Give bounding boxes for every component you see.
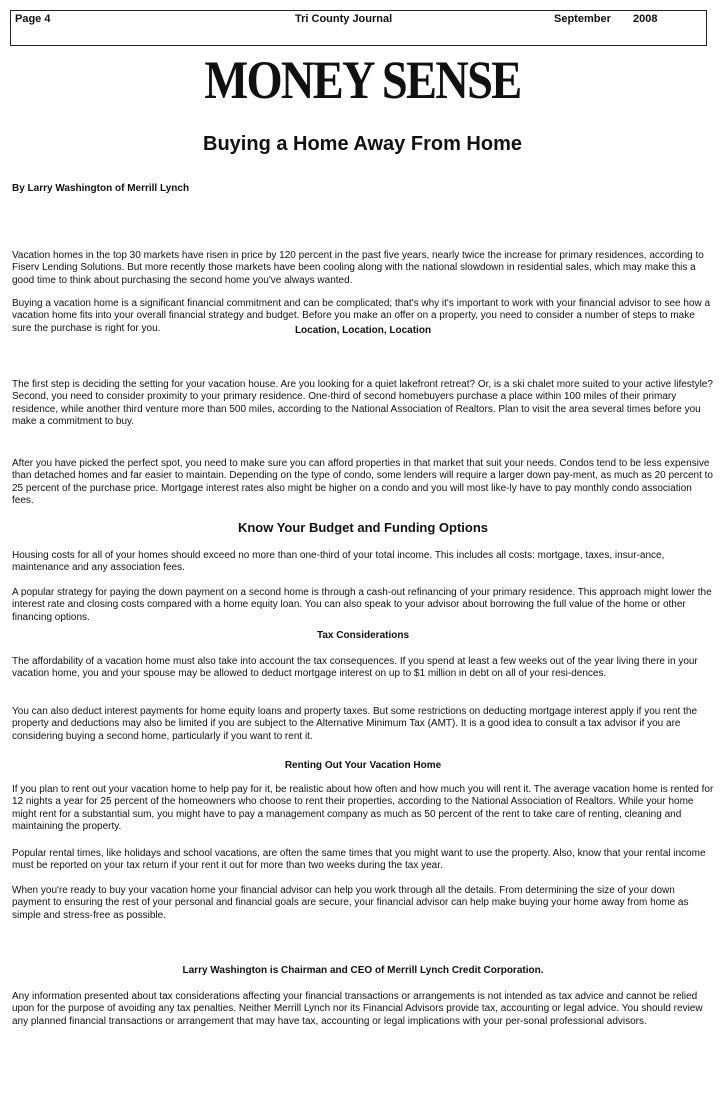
author-note: Larry Washington is Chairman and CEO of Merrill Lynch Credit Corporation.	[182, 965, 544, 976]
paragraph: A popular strategy for paying the down payment on a second home is through a cash-out refinancing of your primary residence. This approach might lower the interest rate and closing costs compared with a home equity loan. You can also speak to your advisor about borrowing the full value of the home or other financing options.	[12, 587, 712, 623]
paragraph: Popular rental times, like holidays and school vacations, are often the same times that you might want to use the property. Also, know that your rental income must be reported on your tax return if your rent it out for more than two weeks during the tax year.	[12, 848, 706, 872]
page-number: Page 4	[15, 13, 51, 25]
paragraph: The affordability of a vacation home must also take into account the tax consequences. If you spend at least a few weeks out of the year living there in your vacation home, you and your spouse may be allowed to deduct mortgage interest on up to $1 million in debt on all of your resi-dences.	[12, 656, 698, 680]
paragraph: If you plan to rent out your vacation home to help pay for it, be realistic about how often and how much you will rent it. The average vacation home is rented for 12 nights a year for 25 percent of the homeowners who choose to rent their properties, according to the National Association of Realtors. While your home might rent for a substantial sum, you might have to pay a management company as much as 50 percent of the rent to take care of renting, cleaning and maintaining the property.	[12, 784, 714, 832]
issue-year: 2008	[633, 13, 658, 25]
article-byline: By Larry Washington of Merrill Lynch	[12, 183, 190, 194]
subheading-budget: Know Your Budget and Funding Options	[237, 520, 489, 535]
paragraph: After you have picked the perfect spot, you need to make sure you can afford properties in that market that suit your needs. Condos tend to be less expensive than detached homes and far easier to maintain. Depending on the type of condo, some lenders will require a larger down pay-ment, as much as 20 percent to 25 percent of the purchase price. Mortgage interest rates also might be higher on a condo and you will most like-ly have to pay monthly condo association fees.	[12, 458, 713, 506]
section-masthead: MONEY SENSE	[204, 50, 521, 110]
article-headline: Buying a Home Away From Home	[203, 133, 522, 155]
disclaimer-paragraph: Any information presented about tax considerations affecting your financial transactions or arrangements is not intended as tax advice and cannot be relied upon for the purpose of avoiding any tax penalties. Neither Merrill Lynch nor its Financial Advisors provide tax, accounting or legal advice. You should review any planned financial transactions or arrangement that may have tax, accounting or legal implications with your per-sonal professional advisors.	[12, 991, 703, 1027]
paragraph: Buying a vacation home is a significant financial commitment and can be complicated; that's why it's important to work with your financial advisor to see how a vacation home fits into your overall financial strategy and budget. Before you make an offer on a property, you need to consider a number of steps to make sure the purchase is right for you.	[12, 298, 711, 334]
paragraph: The first step is deciding the setting for your vacation house. Are you looking for a quiet lakefront retreat? Or, is a ski chalet more suited to your active lifestyle? Second, you need to consider proximity to your primary residence. One-third of second homebuyers purchase a place within 100 miles of their primary residence, while another third venture more than 500 miles, according to the National Association of Realtors. Plan to visit the area several times before you make a commitment to buy.	[12, 379, 713, 427]
paragraph: When you're ready to buy your vacation home your financial advisor can help you work through all the details. From determining the size of your down payment to ensuring the rest of your personal and financial goals are secure, your financial advisor can help make buying your home away from home as simple and stress-free as possible.	[12, 885, 689, 921]
issue-month: September	[554, 13, 611, 25]
paragraph: You can also deduct interest payments for home equity loans and property taxes. But some restrictions on deducting mortgage interest apply if you rent the property and deductions may also be limited if you are subject to the Alternative Minimum Tax (AMT). It is a good idea to consult a tax advisor if you are considering buying a second home, particularly if you want to rent it.	[12, 706, 698, 742]
page-header	[10, 10, 707, 46]
paragraph: Vacation homes in the top 30 markets have risen in price by 120 percent in the past five years, nearly twice the increase for primary residences, according to Fiserv Lending Solutions. But more recently those markets have been cooling along with the national slowdown in residential sales, which may make this a good time to think about purchasing the second home you've always wanted.	[12, 250, 704, 286]
subheading-tax: Tax Considerations	[316, 630, 410, 641]
paragraph: Housing costs for all of your homes should exceed no more than one-third of your total income. This includes all costs: mortgage, taxes, insur-ance, maintenance and any association fees.	[12, 550, 665, 574]
subheading-location: Location, Location, Location	[294, 325, 432, 336]
newspaper-name: Tri County Journal	[295, 13, 393, 25]
subheading-renting: Renting Out Your Vacation Home	[284, 760, 442, 771]
